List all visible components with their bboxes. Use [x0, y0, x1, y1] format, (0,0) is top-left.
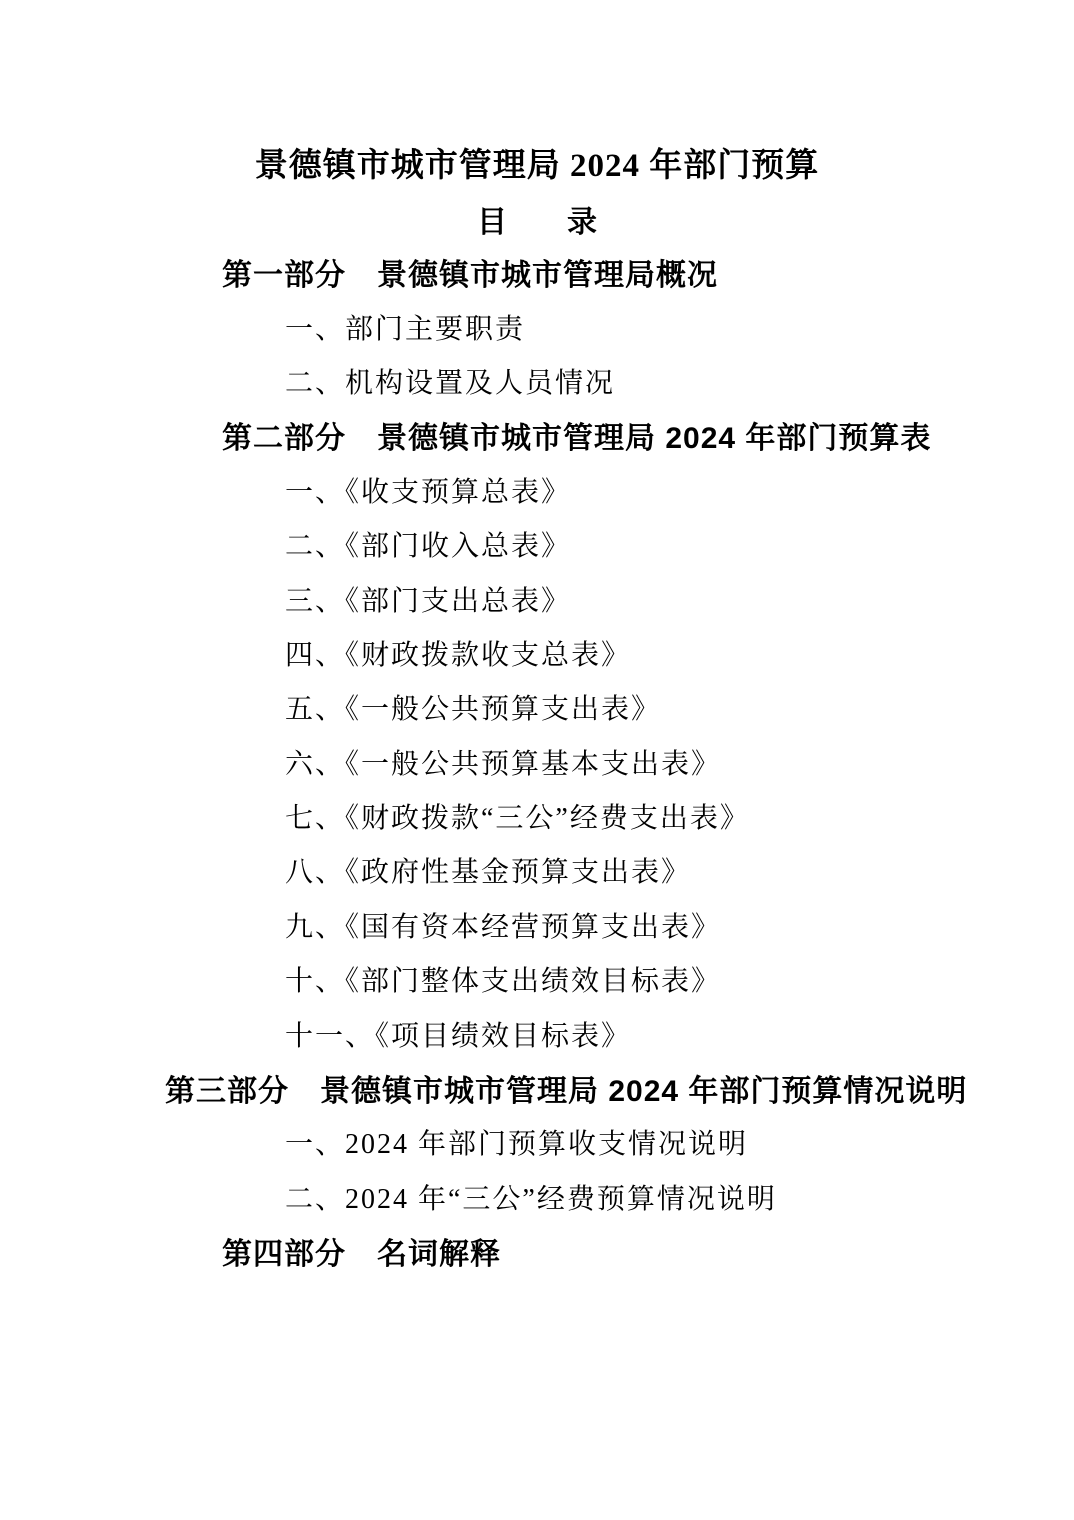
toc-entry: 二、机构设置及人员情况: [285, 367, 616, 399]
toc-entry: 七、《财政拨款“三公”经费支出表》: [285, 803, 750, 835]
toc-entry: 十一、《项目绩效目标表》: [285, 1020, 632, 1052]
toc-entry: 二、《部门收入总表》: [285, 531, 572, 563]
toc-entry: 六、《一般公共预算基本支出表》: [285, 748, 722, 780]
toc-heading: 目 录: [477, 206, 597, 239]
section-heading-1: 第一部分 景德镇市城市管理局概况: [222, 259, 718, 293]
toc-entry: 二、2024 年“三公”经费预算情况说明: [285, 1183, 777, 1215]
section-heading-3: 第三部分 景德镇市城市管理局 2024 年部门预算情况说明: [165, 1075, 968, 1109]
toc-entry: 九、《国有资本经营预算支出表》: [285, 911, 722, 943]
toc-entry: 三、《部门支出总表》: [285, 585, 572, 617]
document-title: 景德镇市城市管理局 2024 年部门预算: [254, 148, 820, 184]
toc-entry: 八、《政府性基金预算支出表》: [285, 857, 692, 889]
section-heading-2: 第二部分 景德镇市城市管理局 2024 年部门预算表: [222, 422, 932, 456]
toc-entry: 五、《一般公共预算支出表》: [285, 694, 662, 726]
toc-entry: 一、2024 年部门预算收支情况说明: [285, 1129, 749, 1161]
toc-entry: 一、《收支预算总表》: [285, 476, 572, 508]
section-heading-4: 第四部分 名词解释: [222, 1238, 501, 1272]
toc-entry: 四、《财政拨款收支总表》: [285, 639, 632, 671]
toc-list: [0, 245, 1074, 1278]
toc-entry: 一、部门主要职责: [285, 313, 526, 345]
toc-entry: 十、《部门整体支出绩效目标表》: [285, 966, 722, 998]
